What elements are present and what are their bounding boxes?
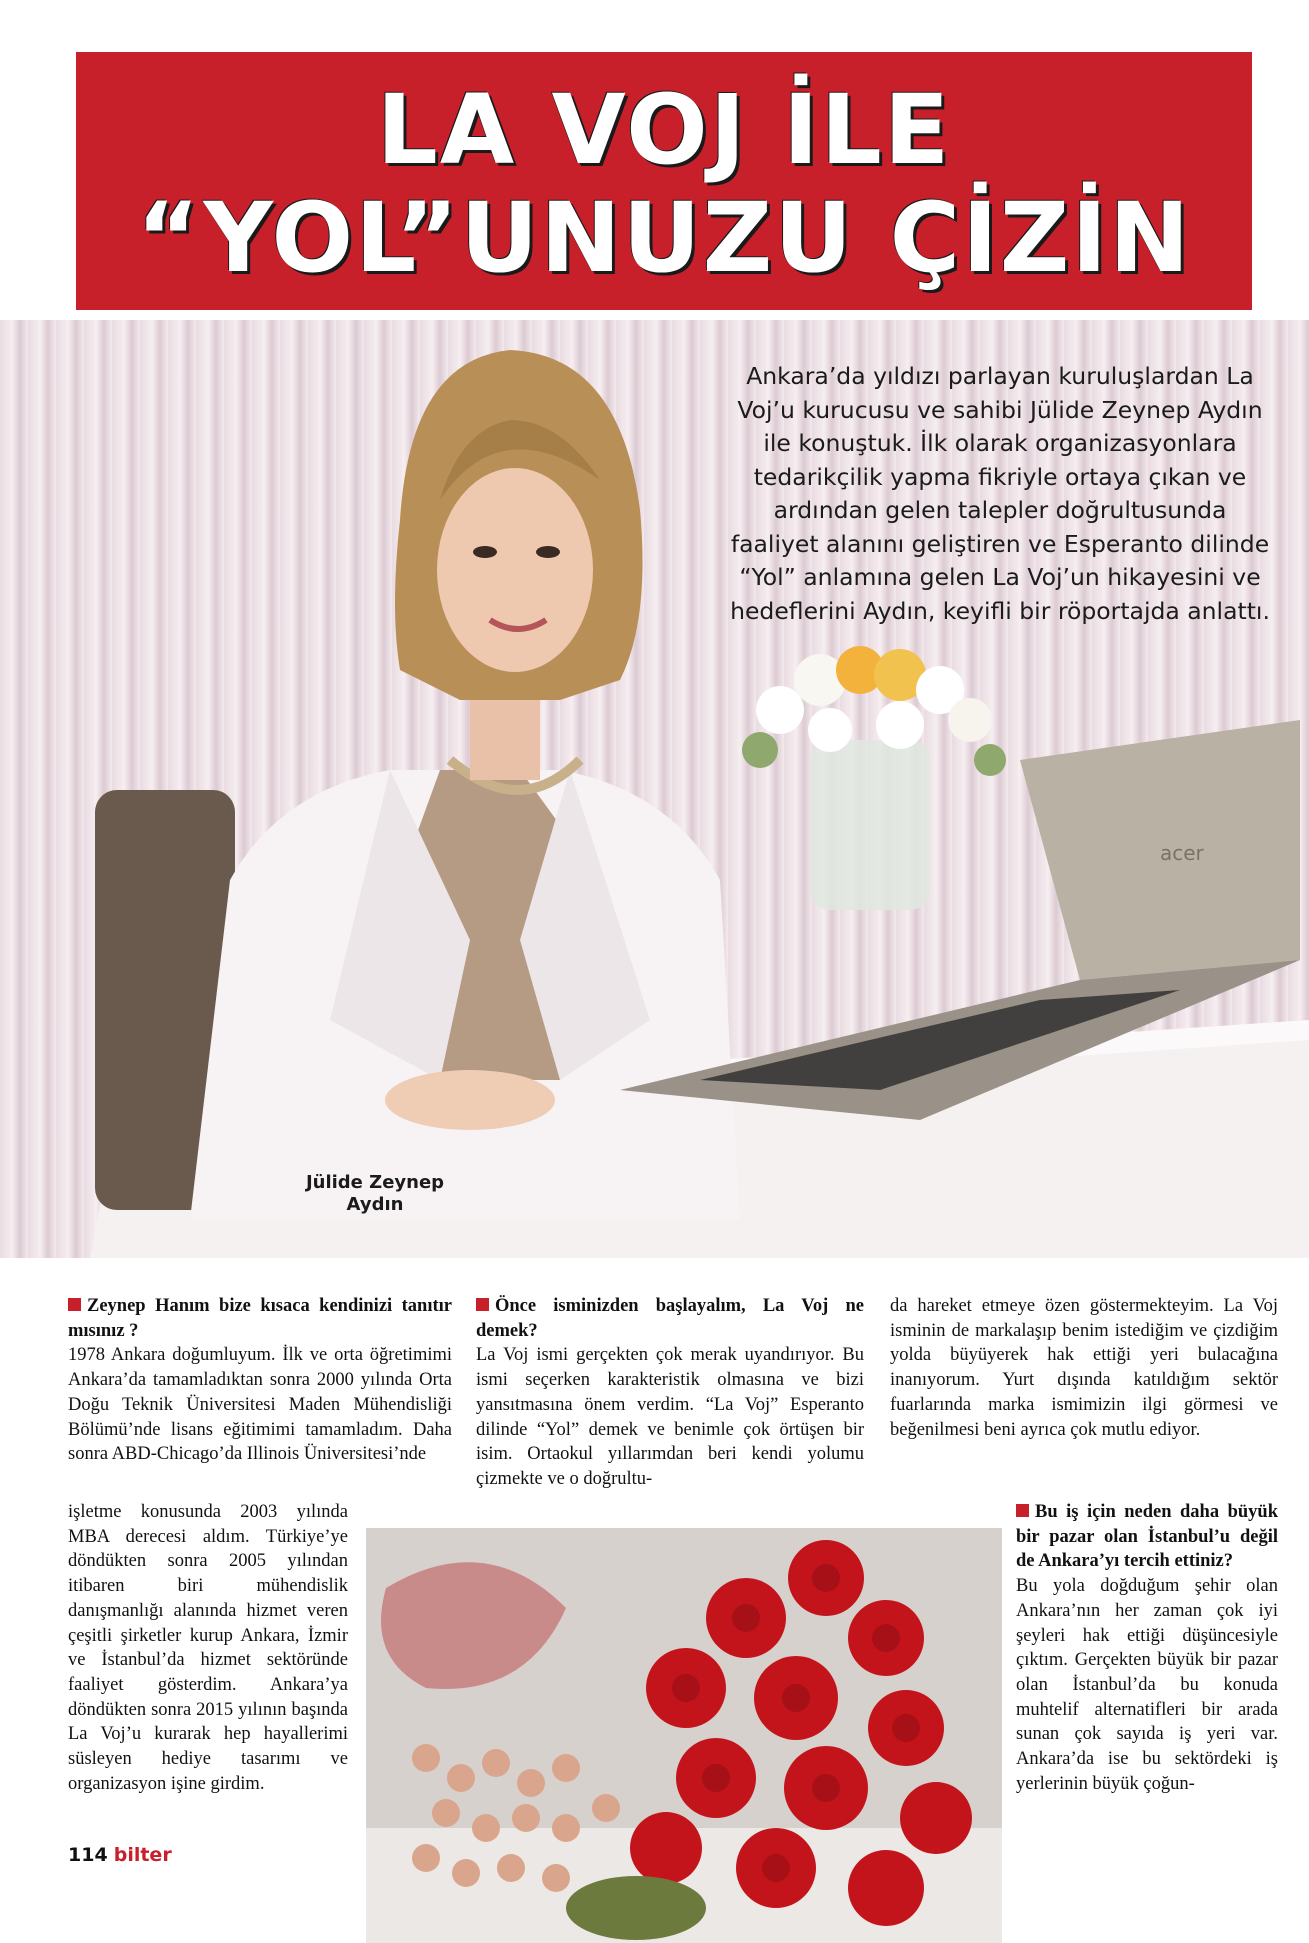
photo-caption — [300, 1172, 450, 1216]
answer-3: Bu yola doğduğum şehir olan Ankara’nın her zaman çok iyi şeyleri hak ettiği düşüncesiyle çıktım. Gerçekten büyük bir pazar olan İstanbul’da bu konuda muhtelif alternatifleri bir arada sunan çok sayıda iş yeri var. Ankara’da ise bu sektördeki iş yerlerinin büyük çoğun- — [1016, 1576, 1278, 1794]
answer-1-narrow: işletme konusunda 2003 yılında MBA derecesi aldım. Türkiye’ye döndükten sonra 2005 yılından itibaren biri mühendislik danışmanlığı alanında hizmet veren çeşitli şirketler kurup Ankara, İzmir ve İstanbul’da hizmet sektöründe faaliyet gösterdim. Ankara’ya döndükten sonra 2015 yılının başında La Voj’u kurarak hep hayallerimi süsleyen hediye tasarımı ve organizasyon işine girdim. — [68, 1502, 348, 1794]
page-number: 114 — [68, 1844, 108, 1866]
bullet-square — [476, 1298, 489, 1311]
flowers-photo — [366, 1528, 1002, 1943]
question-2 — [476, 1294, 864, 1343]
title-line-1: LA VOJ İLE — [376, 74, 952, 186]
answer-1-wide: 1978 Ankara doğumluyum. İlk ve orta öğretimimi Ankara’da tamamladıktan sonra 2000 yılında Orta Doğu Teknik Üniversitesi Maden Mühendisliği Bölümü’nde lisans eğitimimi tamamladım. Daha sonra ABD-Chicago’da Illinois Üniversitesi’nde — [68, 1345, 452, 1465]
page-footer — [68, 1844, 172, 1866]
title-banner — [76, 52, 1252, 310]
answer-2: La Voj ismi gerçekten çok merak uyandırıyor. Bu ismi seçerken karakteristik olmasına ve bizi yansıtmasına önem verdim. “La Voj” Esperanto dilinde “Yol” demek ve benimle çok örtüşen bir isim. Ortaokul yıllarımdan beri kendi yolumu çizmekte ve o doğrultu- — [476, 1345, 864, 1489]
bullet-square — [68, 1298, 81, 1311]
column-2 — [476, 1294, 864, 1492]
column-3 — [890, 1294, 1278, 1442]
flowers-illustration — [366, 1528, 1002, 1943]
bullet-square — [1016, 1504, 1029, 1517]
question-1-text: Zeynep Hanım bize kısaca kendinizi tanıtır mısınız ? — [68, 1296, 452, 1341]
column-1 — [68, 1294, 452, 1467]
question-3 — [1016, 1500, 1278, 1574]
question-3-text: Bu iş için neden daha büyük bir pazar olan İstanbul’u değil de Ankara’yı tercih ettiniz? — [1016, 1502, 1278, 1572]
column-3-narrow — [1016, 1500, 1278, 1796]
question-1 — [68, 1294, 452, 1343]
intro-text: Ankara’da yıldızı parlayan kuruluşlardan La Voj’u kurucusu ve sahibi Jülide Zeynep Aydın ile konuştuk. İlk olarak organizasyonlara tedarikçilik yapma fikriyle ortaya çıkan ve ardından gelen talepler doğrultusunda faaliyet alanını geliştiren ve Esperanto dilinde “Yol” anlamına gelen La Voj’un hikayesini ve hedeflerini Aydın, keyifli bir röportajda anlattı. — [730, 362, 1270, 625]
answer-2-continued: da hareket etmeye özen göstermekteyim. La Voj isminin de markalaşıp benim istediğim ve çizdiğim yolda büyüyerek hak ettiği yeri bulacağına inanıyorum. Yurt dışında katıldığım sektör fuarlarında marka ismimizin ilgi görmesi ve beğenilmesi beni ayrıca çok mutlu ediyor. — [890, 1296, 1278, 1440]
magazine-name: bilter — [113, 1844, 172, 1866]
hero-photo — [0, 320, 1309, 1258]
photo-caption-line-1: Jülide Zeynep — [305, 1172, 445, 1193]
question-2-text: Önce isminizden başlayalım, La Voj ne demek? — [476, 1296, 864, 1341]
photo-caption-line-2: Aydın — [346, 1194, 404, 1215]
column-1-narrow — [68, 1500, 348, 1796]
title-line-2: “YOL”UNUZU ÇİZİN — [136, 182, 1192, 294]
laptop-brand-text: acer — [1160, 841, 1204, 865]
